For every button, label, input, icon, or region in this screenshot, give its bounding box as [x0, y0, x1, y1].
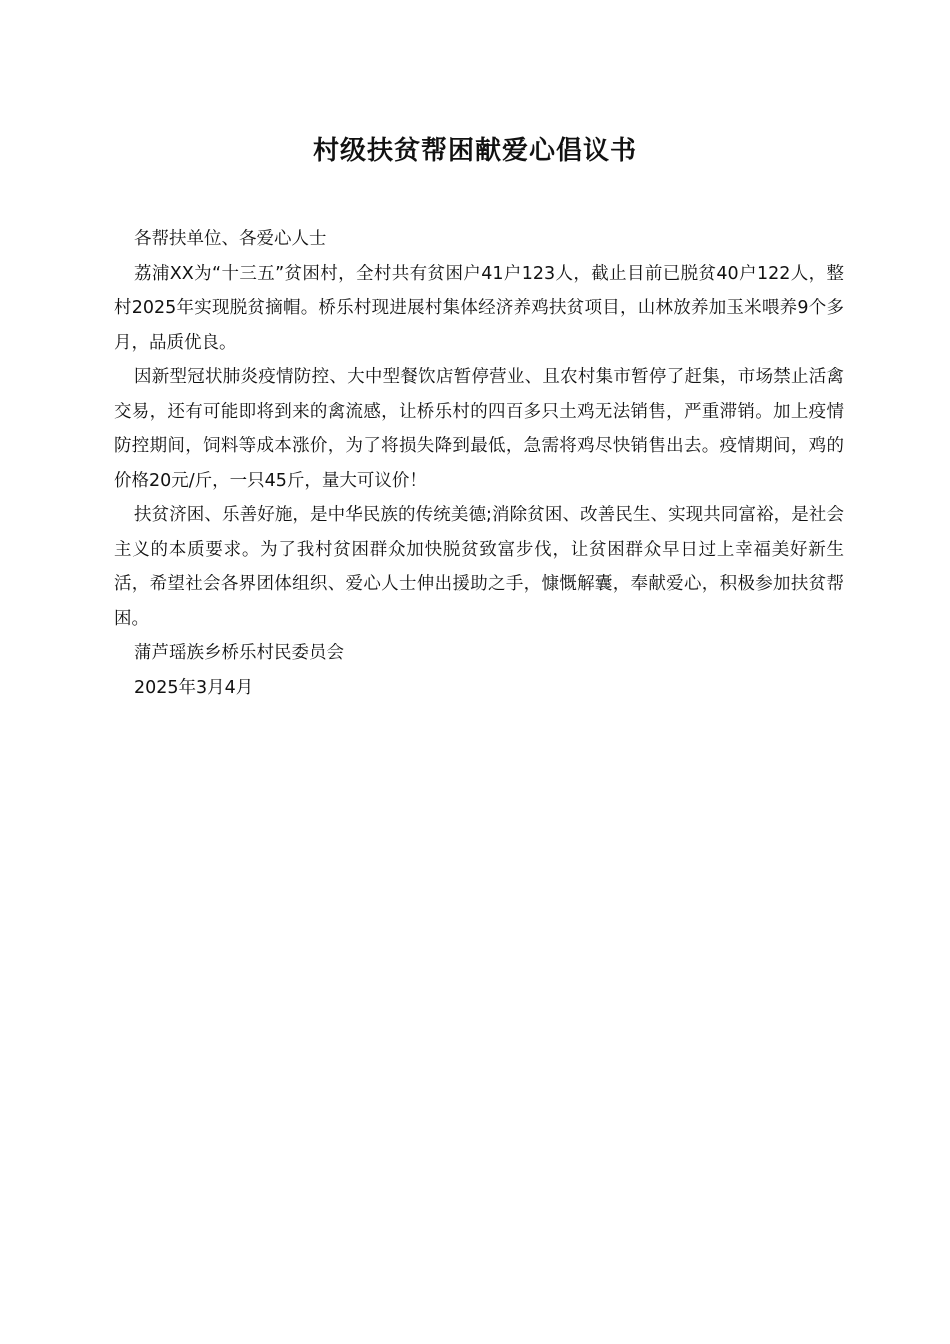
paragraph-1: 荔浦XX为“十三五”贫困村，全村共有贫困户41户123人，截止目前已脱贫40户122人，整村2025年实现脱贫摘帽。桥乐村现进展村集体经济养鸡扶贫项目，山林放养加玉米喂养9个多月，品质优良。 [114, 263, 844, 353]
document-body [114, 222, 844, 705]
document-title: 村级扶贫帮困献爱心倡议书 [312, 136, 637, 166]
paragraph-3: 扶贫济困、乐善好施，是中华民族的传统美德;消除贫困、改善民生、实现共同富裕，是社会主义的本质要求。为了我村贫困群众加快脱贫致富步伐，让贫困群众早日过上幸福美好新生活，希望社会各界团体组织、爱心人士伸出援助之手，慷慨解囊，奉献爱心，积极参加扶贫帮困。 [114, 505, 844, 629]
signature: 蒲芦瑶族乡桥乐村民委员会 [134, 643, 344, 663]
salutation: 各帮扶单位、各爱心人士 [134, 229, 327, 249]
date: 2025年3月4月 [134, 677, 254, 698]
paragraph-2: 因新型冠状肺炎疫情防控、大中型餐饮店暂停营业、且农村集市暂停了赶集，市场禁止活禽交易，还有可能即将到来的禽流感，让桥乐村的四百多只土鸡无法销售，严重滞销。加上疫情防控期间，饲料等成本涨价，为了将损失降到最低，急需将鸡尽快销售出去。疫情期间，鸡的价格20元/斤，一只45斤，量大可议价！ [114, 367, 844, 491]
